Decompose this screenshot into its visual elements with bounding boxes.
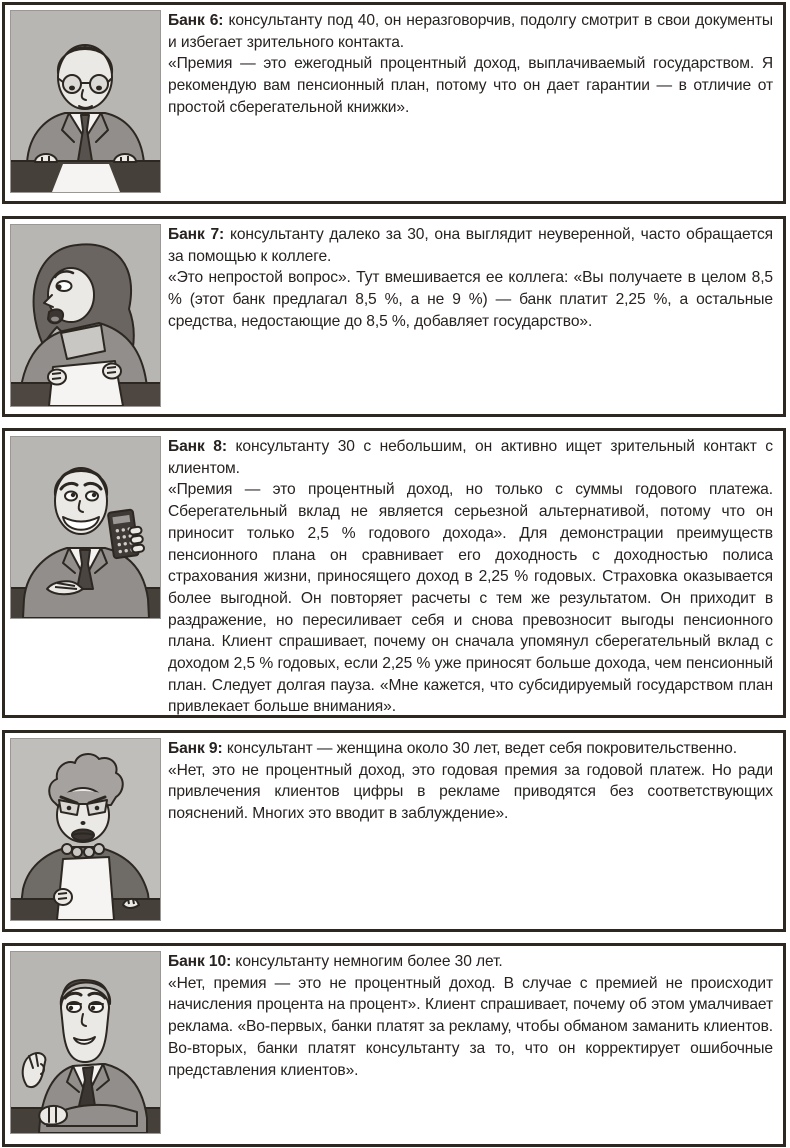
panel-title: Банк 9:: [168, 740, 223, 757]
panel-text: [168, 738, 773, 825]
panel-quote: «Премия — это процентный доход, но только с суммы годового платежа. Сберегательный вклад не является серьезной альтернативой, потому что он приносит только 2,5 % годового дохода». Для демонстрации преимуществ пенсионного плана он сравнивает его доходность с доходностью полиса страхования жизни, приносящего доход в 2,25 % годовых. Страховка оказывается более выгодной. Он повторяет расчеты с тем же результатом. Он приходит в раздражение, но пересиливает себя и снова превозносит выгоды пенсионного плана. Клиент спрашивает, почему он сначала упомянул сберегательный вклад с доходом 2,5 % годовых, если 2,25 % уже приносят больше дохода, чем пенсионный план. Следует долгая пауза. «Мне кажется, что субсидируемый государством план привлекает больше внимания».: [168, 481, 773, 716]
panel-quote: «Это непростой вопрос». Тут вмешивается ее коллега: «Вы получаете в целом 8,5 % (этот банк предлагал 8,5 %, а не 9 %) — банк платит 2,25 %, а остальные средства, недостающие до 8,5 %, добавляет государство».: [168, 269, 773, 330]
panel-quote: «Нет, это не процентный доход, это годовая премия за годовой платеж. Но ради привлечения клиентов цифры в рекламе приводятся без соответствующих пояснений. Многих это вводит в заблуждение».: [168, 761, 773, 823]
panel-bank-9: [2, 730, 786, 932]
panel-text: [168, 10, 773, 119]
illustration-stern-woman-with-paper: [11, 739, 160, 920]
panel-quote: «Нет, премия — это не процентный доход. В случае с премией не происходит начисления процента на процент». Клиент спрашивает, почему об этом умалчивает реклама. «Во-первых, банки платят за рекламу, чтобы обманом заманить клиентов. Во-вторых, банки платят консультанту за то, что он корректирует ошибочные представления клиентов».: [168, 974, 773, 1079]
panel-intro: консультанту 30 с небольшим, он активно ищет зрительный контакт с клиентом.: [168, 438, 773, 477]
panel-intro: консультант — женщина около 30 лет, ведет себя покровительственно.: [226, 740, 737, 757]
panel-title: Банк 6:: [168, 12, 224, 29]
panel-title: Банк 10:: [168, 953, 232, 970]
illustration-woman-holding-papers: [11, 225, 160, 406]
panel-text: [168, 224, 773, 333]
panel-bank-6: [2, 2, 786, 204]
panel-intro: консультанту немногим более 30 лет.: [235, 953, 503, 970]
panel-title: Банк 8:: [168, 438, 227, 455]
panel-text: [168, 436, 773, 718]
panel-quote: «Премия — это ежегодный процентный доход, выплачиваемый государством. Я рекомендую вам пенсионный план, потому что он дает гарантии — в отличие от простой сберегательной книжки».: [168, 55, 773, 116]
papers: [48, 361, 123, 406]
panel-title: Банк 7:: [168, 226, 225, 243]
illustration-man-gesturing: [11, 952, 160, 1133]
panel-intro: консультанту далеко за 30, она выглядит неуверенной, часто обращается за помощью к коллеге.: [168, 226, 773, 265]
panel-intro: консультанту под 40, он неразговорчив, подолгу смотрит в свои документы и избегает зрительного контакта.: [168, 12, 774, 51]
panel-bank-8: [2, 428, 786, 718]
panel-text: [168, 951, 773, 1081]
panel-bank-10: [2, 943, 786, 1147]
illustration-man-reading-documents: [11, 11, 160, 192]
panel-bank-7: [2, 216, 786, 417]
illustration-man-with-calculator: [11, 437, 160, 618]
